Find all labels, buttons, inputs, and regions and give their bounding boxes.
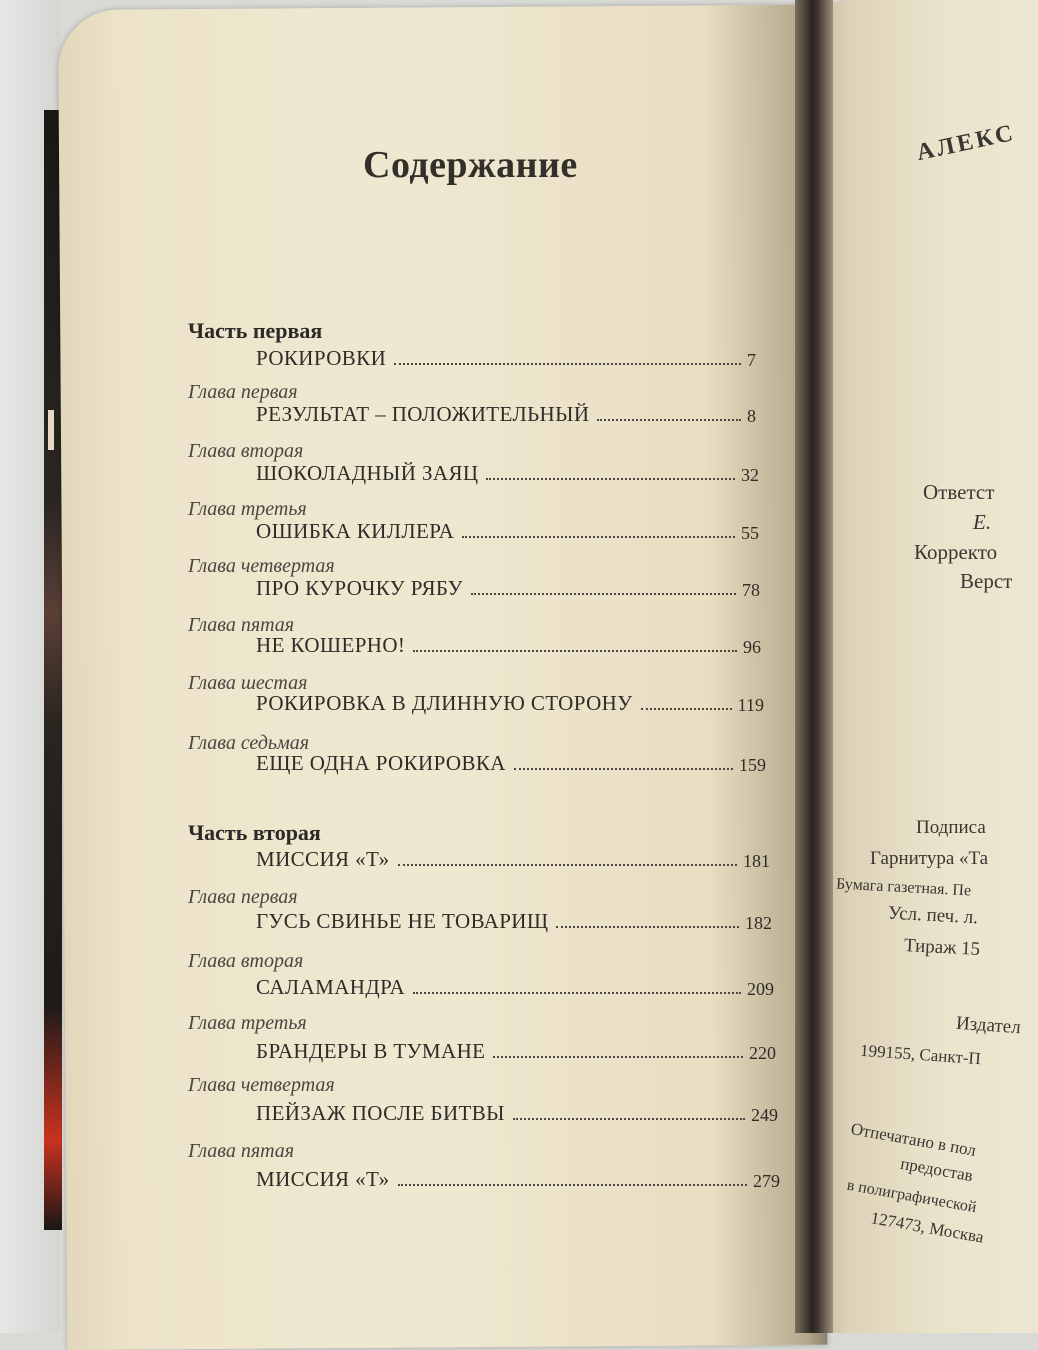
page-number: 32 (741, 465, 759, 485)
chapter-label: Глава четвертая (188, 555, 335, 577)
chapter-label: Глава третья (188, 498, 307, 520)
toc-entry (256, 516, 759, 544)
right-page-line: предостав (898, 1153, 975, 1186)
chapter-title: НЕ КОШЕРНО! (256, 633, 406, 657)
right-page-line: Усл. печ. л. (887, 902, 979, 929)
page-number: 55 (741, 523, 759, 543)
toc-entry (256, 906, 772, 934)
page-number: 209 (747, 979, 774, 999)
book-gutter (795, 0, 833, 1333)
right-page-line: Корректо (914, 540, 998, 564)
chapter-label: Глава пятая (188, 1140, 295, 1162)
toc-entry (256, 1036, 776, 1064)
page-number: 220 (749, 1043, 776, 1063)
chapter-title: БРАНДЕРЫ В ТУМАНЕ (256, 1039, 486, 1063)
chapter-title: САЛАМАНДРА (256, 975, 406, 999)
left-page (58, 5, 827, 1350)
page-number: 78 (742, 580, 760, 600)
right-page-line: Бумага газетная. Пе (835, 875, 972, 900)
chapter-label: Глава пятая (188, 614, 295, 636)
chapter-title: ОШИБКА КИЛЛЕРА (256, 519, 455, 543)
toc-entry (256, 844, 770, 872)
right-page-line: Издател (955, 1012, 1022, 1039)
right-page-line: Подписа (916, 817, 986, 838)
page-number: 279 (753, 1171, 780, 1191)
toc-entry (256, 458, 759, 486)
toc-title: Содержание (363, 144, 578, 186)
part-subtitle: РОКИРОВКИ (256, 346, 387, 370)
right-page-line: 199155, Санкт-П (859, 1040, 982, 1069)
right-page-line: Ответст (923, 480, 995, 504)
chapter-label: Глава третья (188, 1012, 307, 1034)
toc-entry (256, 688, 764, 716)
chapter-label: Глава вторая (188, 440, 304, 462)
page-number: 7 (747, 350, 756, 370)
chapter-title: ГУСЬ СВИНЬЕ НЕ ТОВАРИЩ (256, 909, 549, 933)
chapter-label: Глава шестая (188, 672, 308, 694)
page-number: 8 (747, 406, 756, 426)
chapter-title: ПРО КУРОЧКУ РЯБУ (256, 576, 463, 600)
right-page-line: Отпечатано в пол (849, 1119, 978, 1160)
toc-entry (256, 1098, 778, 1126)
right-page-line: Верст (960, 569, 1013, 593)
toc-entry (256, 1164, 780, 1192)
toc-entry (256, 748, 766, 776)
chapter-title: ПЕЙЗАЖ ПОСЛЕ БИТВЫ (256, 1101, 505, 1125)
chapter-label: Глава первая (188, 886, 298, 908)
right-page-author: АЛЕКС (914, 119, 1018, 167)
chapter-title: ШОКОЛАДНЫЙ ЗАЯЦ (256, 461, 479, 485)
page-number: 119 (737, 695, 764, 715)
right-page (808, 0, 1038, 1333)
chapter-title: РОКИРОВКА В ДЛИННУЮ СТОРОНУ (256, 691, 633, 715)
part-label: Часть первая (188, 318, 323, 343)
toc-entry (256, 573, 760, 601)
right-page-line: 127473, Москва (869, 1208, 986, 1247)
part-label: Часть вторая (188, 820, 321, 845)
page-number: 181 (743, 851, 770, 871)
right-page-line: Тираж 15 (903, 935, 981, 960)
right-page-line: в полиграфической (845, 1176, 978, 1217)
chapter-title: МИССИЯ «Т» (256, 1167, 390, 1191)
toc-entry (256, 972, 774, 1000)
page-number: 96 (743, 637, 761, 657)
page-number: 182 (745, 913, 772, 933)
toc-entry (256, 343, 756, 371)
chapter-label: Глава седьмая (188, 732, 310, 754)
toc-entry (256, 630, 761, 658)
toc-entry (256, 399, 756, 427)
chapter-title: ЕЩЕ ОДНА РОКИРОВКА (256, 751, 506, 775)
chapter-label: Глава четвертая (188, 1074, 335, 1096)
chapter-title: РЕЗУЛЬТАТ – ПОЛОЖИТЕЛЬНЫЙ (256, 402, 590, 426)
page-number: 159 (739, 755, 766, 775)
chapter-label: Глава первая (188, 381, 298, 403)
right-page-line: Е. (973, 510, 992, 534)
page-number: 249 (751, 1105, 778, 1125)
right-page-line: Гарнитура «Та (870, 848, 989, 869)
part-subtitle: МИССИЯ «Т» (256, 847, 390, 871)
chapter-label: Глава вторая (188, 950, 304, 972)
